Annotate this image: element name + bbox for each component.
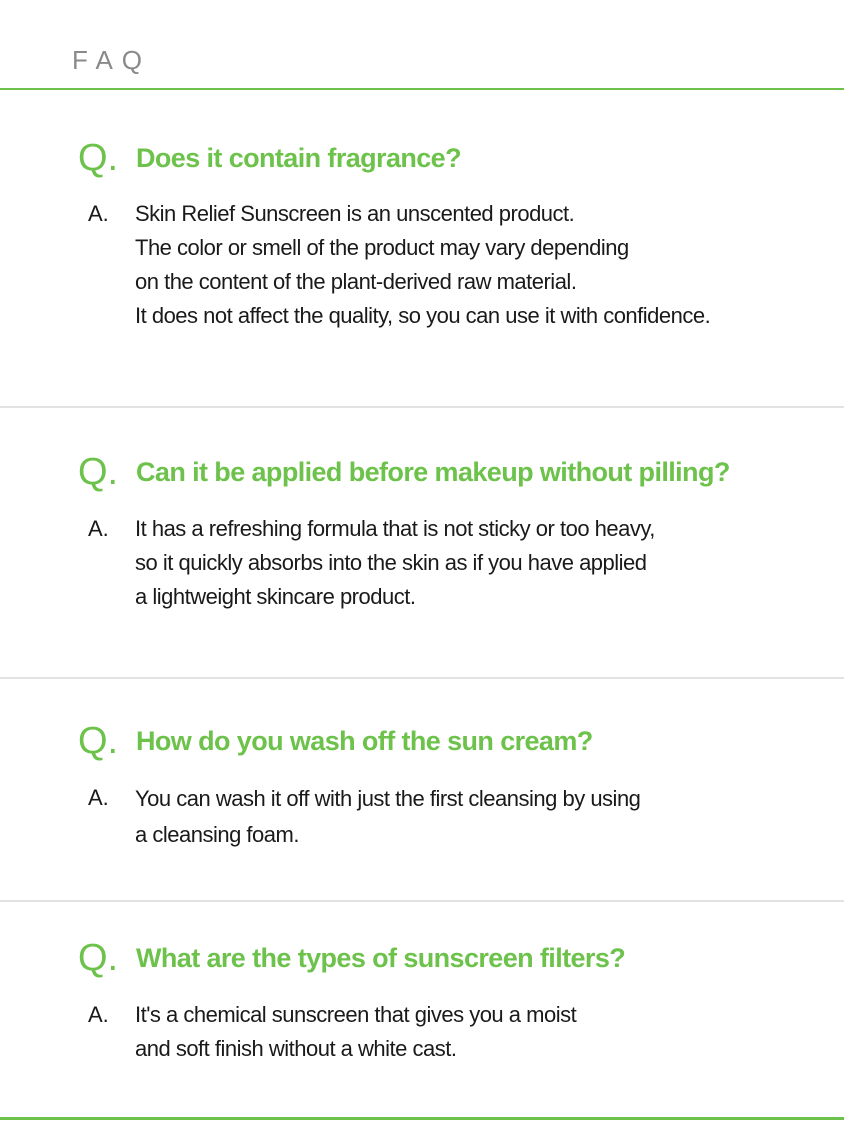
question-row (78, 136, 838, 180)
question-text: How do you wash off the sun cream? (136, 726, 593, 756)
answer-line: It's a chemical sunscreen that gives you a moist (135, 1002, 577, 1027)
answer-line: It does not affect the quality, so you can use it with confidence. (135, 303, 711, 328)
answer-line: a cleansing foam. (135, 822, 299, 847)
page-title: FAQ (72, 45, 152, 75)
answer-line: You can wash it off with just the first cleansing by using (135, 786, 641, 811)
answer-line: Skin Relief Sunscreen is an unscented product. (135, 201, 575, 226)
answer-text (135, 785, 815, 857)
divider (0, 900, 844, 902)
question-mark: Q. (78, 937, 119, 979)
answer-line: The color or smell of the product may vary depending (135, 235, 629, 260)
divider (0, 677, 844, 679)
answer-mark: A. (88, 516, 109, 541)
answer-line: so it quickly absorbs into the skin as if you have applied (135, 550, 647, 575)
question-text: Can it be applied before makeup without pilling? (136, 457, 730, 487)
bottom-divider (0, 1117, 844, 1120)
answer-mark: A. (88, 785, 109, 810)
answer-line: on the content of the plant-derived raw material. (135, 269, 577, 294)
answer-mark: A. (88, 1002, 109, 1027)
divider (0, 406, 844, 408)
question-row (78, 450, 838, 494)
question-mark: Q. (78, 451, 119, 493)
answer-line: and soft finish without a white cast. (135, 1036, 457, 1061)
question-text: What are the types of sunscreen filters? (136, 943, 626, 973)
answer-line: It has a refreshing formula that is not sticky or too heavy, (135, 516, 655, 541)
question-mark: Q. (78, 137, 119, 179)
answer-text (135, 201, 815, 337)
answer-text (135, 516, 815, 618)
question-text: Does it contain fragrance? (136, 143, 461, 173)
question-mark: Q. (78, 720, 119, 762)
answer-text (135, 1002, 815, 1070)
question-row (78, 719, 838, 763)
question-row (78, 936, 838, 980)
answer-mark: A. (88, 201, 109, 226)
faq-header (0, 0, 844, 90)
answer-line: a lightweight skincare product. (135, 584, 416, 609)
